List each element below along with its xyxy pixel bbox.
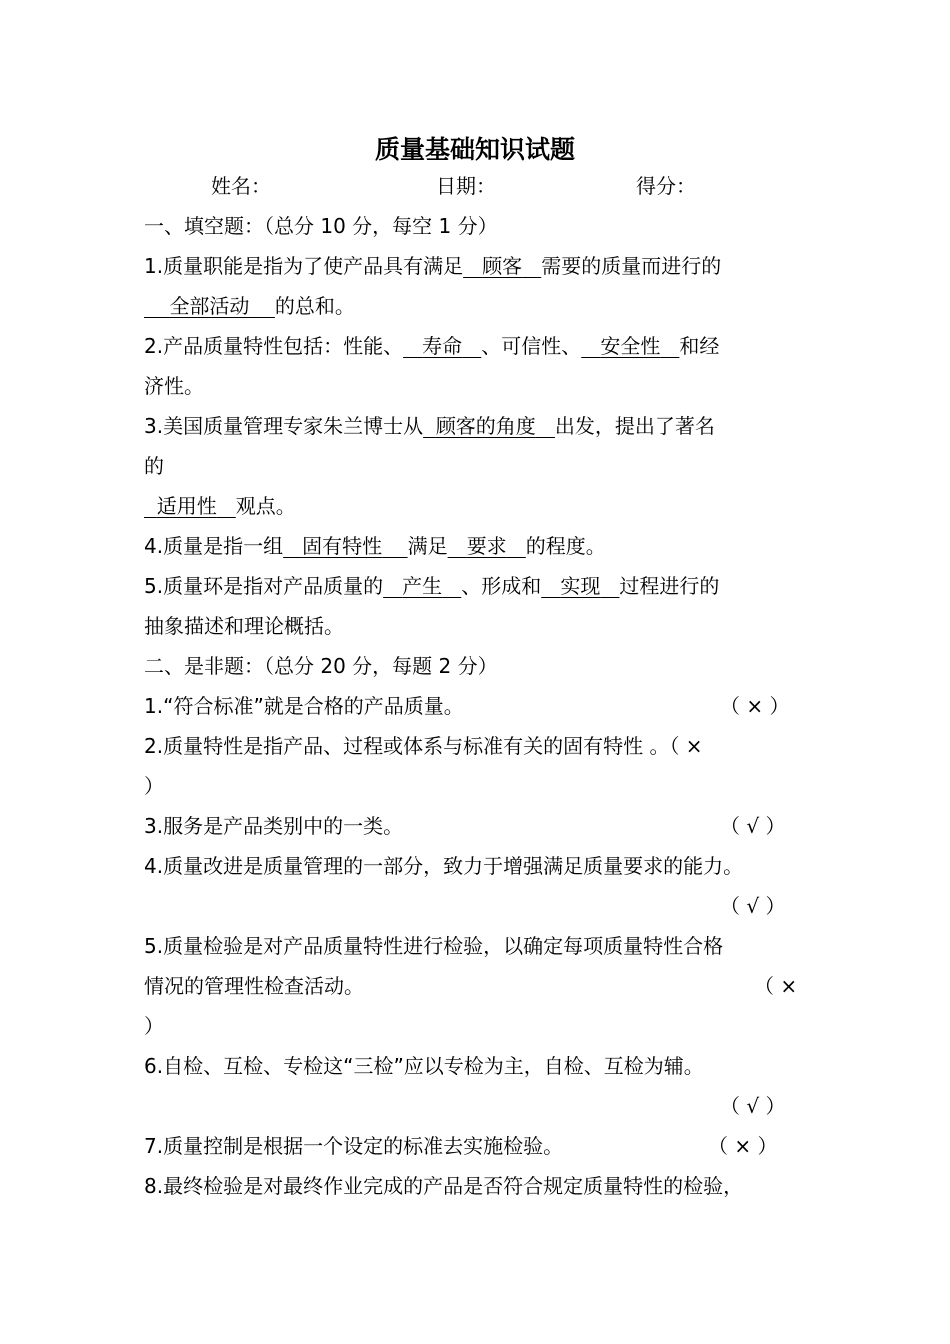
fill-q1-line1: [144, 248, 721, 284]
tf-q1-answer: （ × ）: [720, 694, 790, 718]
tf-q5-text: 5.质量检验是对产品质量特性进行检验，以确定每项质量特性合格: [144, 934, 724, 958]
fill-q4-blank-2: 要求: [466, 534, 507, 558]
tf-q2-answer-cont: ）: [144, 774, 164, 798]
fill-q1-text-d: 的总和。: [274, 294, 355, 318]
fill-q1-text-a: 1.质量职能是指为了使产品具有满足: [144, 254, 464, 278]
fill-q5-line2: 抽象描述和理论概括。: [144, 614, 344, 638]
tf-q2-text: 2.质量特性是指产品、过程或体系与标准有关的固有特性 。（ ×: [144, 734, 703, 758]
fill-q4-text-a: 4.质量是指一组: [144, 534, 284, 558]
page-title: 质量基础知识试题: [374, 135, 575, 164]
tf-q8-text: 8.最终检验是对最终作业完成的产品是否符合规定质量特性的检验，: [144, 1174, 744, 1198]
fill-q1-blank-2: 全部活动: [169, 294, 250, 318]
fill-q4-text-d: 的程度。: [525, 534, 606, 558]
fill-q3-line1: [144, 408, 715, 444]
fill-q3-text-c: 出发，提出了著名: [554, 414, 715, 438]
fill-q3-line3: [144, 488, 296, 524]
fill-q2-line1: [144, 328, 719, 364]
tf-q6-answer: （ √ ）: [720, 1094, 786, 1118]
tf-q7-answer: （ × ）: [708, 1134, 778, 1158]
section2-heading: 二、是非题：（总分 20 分，每题 2 分）: [144, 654, 498, 678]
fill-q5-text-a: 5.质量环是指对产品质量的: [144, 574, 384, 598]
tf-q1-text: 1.“符合标准”就是合格的产品质量。: [144, 694, 464, 718]
tf-q6-text: 6.自检、互检、专检这“三检”应以专检为主，自检、互检为辅。: [144, 1054, 704, 1078]
section1-heading: 一、填空题：（总分 10 分，每空 1 分）: [144, 214, 498, 238]
tf-q7-text: 7.质量控制是根据一个设定的标准去实施检验。: [144, 1134, 564, 1158]
fill-q3-blank-2: 适用性: [156, 494, 217, 518]
fill-q5-text-d: 过程进行的: [619, 574, 720, 598]
fill-q5-blank-2: 实现: [560, 574, 601, 598]
fill-q5-blank-1: 产生: [402, 574, 443, 598]
fill-q4-line: [144, 528, 606, 564]
tf-q4-answer: （ √ ）: [720, 894, 786, 918]
score-label: 得分：: [636, 174, 696, 198]
tf-q5-answer: （ ×: [754, 974, 798, 998]
fill-q5-text-c: 、形成和: [461, 574, 542, 598]
tf-q3-answer: （ √ ）: [720, 814, 786, 838]
fill-q3-text-a: 3.美国质量管理专家朱兰博士从: [144, 414, 424, 438]
tf-q5-answer-cont: ）: [144, 1014, 164, 1038]
fill-q1-line2: [144, 288, 355, 324]
fill-q1-text-c: 需要的质量而进行的: [541, 254, 722, 278]
fill-q2-blank-1: 寿命: [422, 334, 463, 358]
tf-q4-text: 4.质量改进是质量管理的一部分，致力于增强满足质量要求的能力。: [144, 854, 744, 878]
fill-q5-line1: [144, 568, 719, 604]
fill-q2-text-a: 2.产品质量特性包括：性能、: [144, 334, 404, 358]
tf-q3-text: 3.服务是产品类别中的一类。: [144, 814, 404, 838]
date-label: 日期：: [436, 174, 496, 198]
fill-q4-text-c: 满足: [407, 534, 448, 558]
fill-q2-text-d: 和经: [679, 334, 720, 358]
fill-q4-blank-1: 固有特性: [302, 534, 383, 558]
tf-q5-text2: 情况的管理性检查活动。: [144, 974, 364, 998]
fill-q1-blank-1: 顾客: [482, 254, 523, 278]
name-label: 姓名：: [211, 174, 271, 198]
fill-q3-blank-1: 顾客的角度: [435, 414, 536, 438]
fill-q2-line2: 济性。: [144, 374, 204, 398]
fill-q2-blank-2: 安全性: [600, 334, 661, 358]
fill-q3-line2: 的: [144, 454, 164, 478]
fill-q2-text-c: 、可信性、: [481, 334, 582, 358]
fill-q3-text-e: 观点。: [235, 494, 296, 518]
